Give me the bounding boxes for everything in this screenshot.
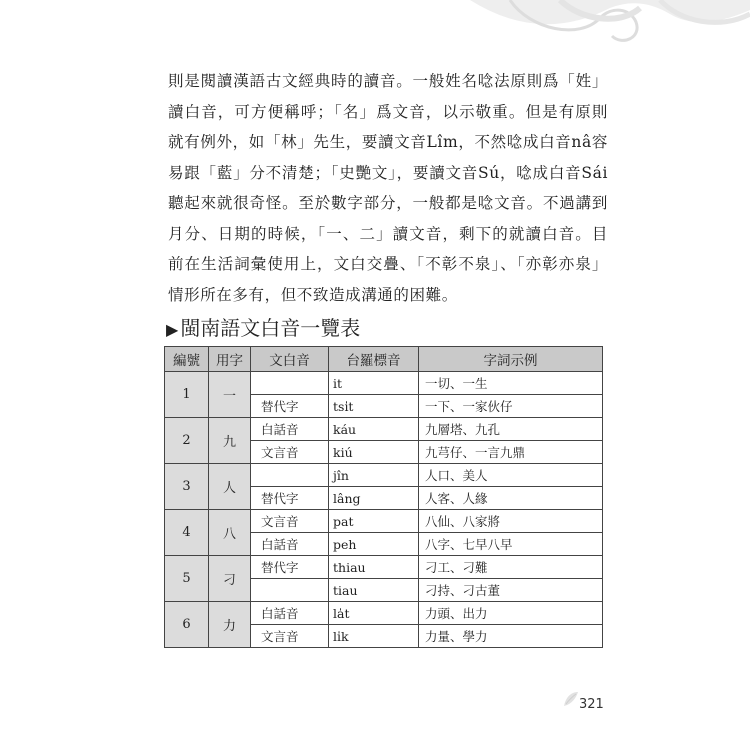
reading-table-container — [164, 346, 602, 648]
romanization: pat — [329, 510, 419, 533]
reading-type: 文言音 — [251, 510, 329, 533]
romanization: kiú — [329, 441, 419, 464]
group-number: 6 — [165, 602, 209, 648]
romanization: tsi̍t — [329, 395, 419, 418]
corner-ornament — [0, 0, 750, 60]
romanization: jîn — [329, 464, 419, 487]
reading-type: 白話音 — [251, 602, 329, 625]
reading-type — [251, 372, 329, 395]
header-number: 編號 — [165, 347, 209, 372]
group-number: 4 — [165, 510, 209, 556]
table-row — [165, 556, 603, 579]
group-character: 刁 — [209, 556, 251, 602]
group-character: 八 — [209, 510, 251, 556]
table-header-row — [165, 347, 603, 372]
group-character: 人 — [209, 464, 251, 510]
romanization: peh — [329, 533, 419, 556]
table-row — [165, 372, 603, 395]
romanization: la̍t — [329, 602, 419, 625]
reading-type: 替代字 — [251, 556, 329, 579]
reading-type: 文言音 — [251, 441, 329, 464]
example: 力頭、出力 — [419, 602, 603, 625]
reading-type — [251, 579, 329, 602]
header-examples: 字詞示例 — [419, 347, 603, 372]
example: 八仙、八家將 — [419, 510, 603, 533]
header-reading-type: 文白音 — [251, 347, 329, 372]
example: 九芎仔、一言九鼎 — [419, 441, 603, 464]
reading-type: 替代字 — [251, 487, 329, 510]
group-number: 3 — [165, 464, 209, 510]
triangle-bullet-icon: ▶ — [166, 320, 179, 339]
example: 刁持、刁古董 — [419, 579, 603, 602]
group-number: 1 — [165, 372, 209, 418]
reading-type: 替代字 — [251, 395, 329, 418]
header-romanization: 台羅標音 — [329, 347, 419, 372]
example: 一下、一家伙仔 — [419, 395, 603, 418]
romanization: lâng — [329, 487, 419, 510]
example: 九層塔、九孔 — [419, 418, 603, 441]
reading-table — [164, 346, 603, 648]
group-number: 5 — [165, 556, 209, 602]
group-number: 2 — [165, 418, 209, 464]
reading-type — [251, 464, 329, 487]
reading-type: 白話音 — [251, 533, 329, 556]
page-number: 321 — [579, 697, 604, 712]
romanization: káu — [329, 418, 419, 441]
body-paragraph: 則是閱讀漢語古文經典時的讀音。一般姓名唸法原則爲「姓」讀白音，可方便稱呼；「名」爲文音，以示敬重。但是有原則就有例外，如「林」先生，要讀文音Lîm，不然唸成白音nâ容易跟「藍」分不清楚；「史艷文」，要讀文音Sú，唸成白音Sái聽起來就很奇怪。至於數字部分，一般都是唸文音。不過講到月分、日期的時候，「一、二」讀文音，剩下的就讀白音。目前在生活詞彙使用上，文白交疊、「不彰不泉」、「亦彰亦泉」情形所在多有，但不致造成溝通的困難。 — [168, 72, 608, 304]
example: 刁工、刁難 — [419, 556, 603, 579]
section-title — [166, 312, 360, 341]
section-title-text: 閩南語文白音一覽表 — [180, 316, 361, 340]
example: 八字、七早八早 — [419, 533, 603, 556]
romanization: it — [329, 372, 419, 395]
table-row — [165, 418, 603, 441]
group-character: 一 — [209, 372, 251, 418]
table-row — [165, 464, 603, 487]
example: 人口、美人 — [419, 464, 603, 487]
romanization: li̍k — [329, 625, 419, 648]
table-row — [165, 602, 603, 625]
group-character: 九 — [209, 418, 251, 464]
example: 力量、學力 — [419, 625, 603, 648]
romanization: tiau — [329, 579, 419, 602]
reading-type: 白話音 — [251, 418, 329, 441]
table-row — [165, 510, 603, 533]
reading-type: 文言音 — [251, 625, 329, 648]
header-character: 用字 — [209, 347, 251, 372]
example: 一切、一生 — [419, 372, 603, 395]
group-character: 力 — [209, 602, 251, 648]
example: 人客、人緣 — [419, 487, 603, 510]
romanization: thiau — [329, 556, 419, 579]
